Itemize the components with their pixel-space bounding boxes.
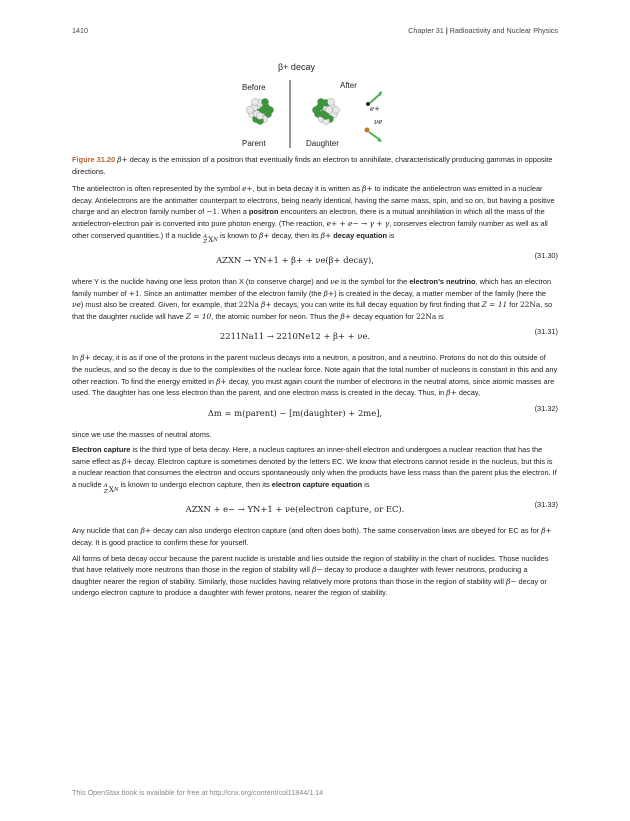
text: decay. Electron capture is sometimes denoted by the letters EC. We know that electrons cannot reside in the nucleus, but this is a nuclear reaction that consumes the electron and occurs spontaneously only when the products have less mass than the parent plus the electron. If a nuclide	[72, 456, 557, 490]
beta-plus-symbol: β+	[140, 526, 152, 536]
text: , the atomic number for neon. Thus the	[211, 311, 339, 321]
beta-plus-symbol: β+	[361, 184, 373, 194]
running-header: Chapter 31 | Radioactivity and Nuclear Physics	[408, 26, 558, 35]
neutron-ball	[266, 106, 273, 113]
paragraph-neutral-atoms: since we use the masses of neutral atoms.	[72, 429, 212, 439]
paragraph-stability	[72, 553, 558, 599]
text: is known to	[219, 230, 257, 240]
parent-nucleus	[246, 98, 273, 124]
beta-plus-symbol: β+	[541, 526, 552, 536]
na22-symbol: 22Na	[238, 300, 259, 310]
text: is	[364, 480, 370, 490]
beta-plus-symbol: β+	[117, 155, 128, 164]
term-positron: positron	[248, 207, 279, 217]
proton-ball	[251, 98, 258, 105]
text: encounters an electron, there is a mutual annihilation in which all the mass of the antielectron-electron pair is converted into pure photon energy. (The reaction,	[72, 207, 545, 228]
term-electrons-neutrino: electron's neutrino	[409, 276, 476, 286]
paragraph-energy	[72, 352, 558, 398]
text: decay, you must again count the number of electrons in the neutral atoms, since atomic masses are used. The daughter has one less electron than the parent, and one electron mass is created in the decay. Thus, in	[72, 376, 555, 398]
equation-31-30	[72, 250, 558, 274]
na22-symbol: 22Na	[519, 300, 541, 310]
nuclide-AZXN: A Z X N	[103, 483, 119, 495]
text: , so that the daughter nuclide will have	[72, 300, 553, 321]
label-before: Before	[242, 83, 266, 92]
text: where Y is the nuclide having one less proton than X (to conserve charge) and	[72, 276, 329, 286]
equation-expression: AZXN + e− → YN+1 + νe(electron capture, or EC).	[185, 504, 405, 515]
nuclide-AZXN: A Z X N	[203, 233, 218, 246]
equation-number: (31.32)	[534, 403, 558, 413]
text: . When a	[217, 207, 247, 217]
equation-number: (31.30)	[534, 250, 558, 260]
text: is the symbol for the	[341, 276, 408, 286]
equation-31-31	[72, 326, 558, 350]
neutron-ball	[322, 112, 329, 119]
beta-plus-symbol: β+	[323, 288, 335, 298]
chapter-number: Chapter 31	[408, 26, 444, 35]
text: , but in beta decay it is written as	[252, 184, 360, 194]
figure-label: Figure 31.20	[72, 155, 116, 164]
positron-arrow	[370, 94, 380, 103]
text: is	[389, 230, 395, 240]
text: decay can also undergo electron capture (and often does both). The same conservation laws are obeyed for EC as for	[153, 526, 540, 536]
beta-minus-symbol: β−	[311, 565, 323, 575]
text: , conserves electron family number as well as all other conserved quantities.) If a nuclide	[72, 218, 548, 240]
beta-plus-symbol: β+	[80, 353, 91, 363]
term-decay-equation: decay equation	[333, 230, 388, 240]
plus-one: +1	[128, 288, 140, 298]
neutrino-arrow	[369, 132, 380, 140]
equation-31-32	[72, 403, 558, 427]
paragraph-conservation	[72, 525, 558, 548]
paragraph-antielectron	[72, 183, 558, 246]
beta-minus-symbol: β−	[505, 576, 517, 586]
text: . Since an antimatter member of the electron family (the	[139, 288, 322, 298]
equation-expression: Δm = m(parent) − [m(daughter) + 2me],	[207, 407, 383, 418]
label-positron: e+	[370, 105, 381, 113]
neutron-ball	[261, 98, 268, 105]
beta-plus-symbol: β+	[259, 230, 270, 240]
term-electron-capture: Electron capture	[72, 445, 131, 455]
text: All forms of beta decay occur because the parent nuclide is unstable and lies outside the region of stability in the chart of nuclides. Those nuclides that have relatively more neutrons than those in the region of stability will	[72, 553, 549, 575]
na22-symbol: 22Na	[415, 311, 437, 321]
term-electron-capture-equation: electron capture equation	[271, 480, 363, 490]
equation-number: (31.33)	[534, 500, 558, 510]
text: decay, then its	[271, 230, 319, 240]
text: Any nuclide that can	[72, 526, 139, 536]
beta-plus-symbol: β+	[446, 388, 457, 398]
proton-ball	[246, 106, 253, 113]
text: decay. It is good practice to confirm these for yourself.	[72, 538, 249, 548]
beta-plus-symbol: β+	[260, 300, 272, 310]
text: decay, it is as if one of the protons in the parent nucleus decays into a neutron, a positron, and a neutrino. Protons do not do this outside of the nucleus, and so the decay is due to the complexities of the nuclear force. Note again that the total number of nucleons is constant in this and any other reaction. To find the energy emitted in	[72, 353, 558, 386]
page-number: 1410	[72, 26, 88, 35]
chapter-title: Radioactivity and Nuclear Physics	[449, 26, 558, 35]
label-after: After	[340, 81, 357, 90]
e-plus-symbol: e+	[242, 184, 253, 194]
caption-text: decay is the emission of a positron that eventually finds an electron to annihilate, characteristically producing gammas in opposite directions.	[72, 155, 553, 176]
paragraph-neutrino	[72, 276, 558, 322]
z-equals-10: Z = 10	[185, 311, 212, 321]
neutrino-ball	[365, 128, 370, 133]
figure-caption	[72, 154, 558, 177]
minus-one: −1	[206, 207, 218, 217]
text: decay or undergo electron capture to produce a daughter with fewer protons, nearer the region of stability.	[72, 576, 547, 598]
beta-plus-symbol: β+	[216, 376, 227, 386]
nu-e-symbol: νe	[330, 276, 340, 286]
text: In	[72, 353, 79, 363]
proton-ball	[256, 112, 263, 119]
text: is known to undergo electron capture, then its	[120, 480, 270, 490]
proton-ball	[327, 98, 334, 105]
text: decay equation for	[353, 311, 414, 321]
page-body	[72, 154, 558, 603]
proton-ball	[332, 106, 339, 113]
equation-expression: AZXN → YN+1 + β+ + νe(β+ decay),	[216, 254, 374, 265]
beta-plus-decay-figure	[230, 60, 400, 150]
label-parent: Parent	[242, 139, 266, 148]
z-equals-11: Z = 11	[481, 300, 508, 310]
text: for	[509, 300, 518, 310]
beta-plus-symbol: β+	[320, 230, 332, 240]
equation-number: (31.31)	[534, 327, 558, 337]
text: to indicate the antielectron was emitted in a nuclear decay. Antielectrons are the antimatter counterpart to electrons, being nearly identical, having the same mass, spin, and so on, but having a positive charge and an electron family number of	[72, 184, 555, 217]
equation-31-33	[72, 499, 558, 523]
text: , which has an electron family number of	[72, 276, 552, 298]
text: is the third type of beta decay. Here, a nucleus captures an inner-shell electron and undergoes a nuclear reaction that has the same effect as	[72, 445, 543, 466]
neutron-ball	[312, 106, 319, 113]
text: The antielectron is often represented by the symbol	[72, 184, 241, 194]
beta-plus-symbol: β+	[122, 456, 133, 466]
neutron-ball	[317, 98, 324, 105]
paragraph-electron-capture	[72, 444, 558, 495]
text: decays, you can write its full decay equation by first finding that	[273, 300, 480, 310]
text: ) is created in the decay, a matter member of the family (here the	[334, 288, 546, 298]
nu-e-symbol: νe	[72, 300, 81, 310]
annihilation-reaction: e+ + e− → γ + γ	[326, 218, 390, 228]
label-daughter: Daughter	[306, 139, 339, 148]
text: ) must also be created. Given, for example, that	[80, 300, 237, 310]
figure-title: β+ decay	[278, 62, 315, 72]
beta-plus-symbol: β+	[340, 311, 352, 321]
text: decay,	[458, 388, 481, 398]
equation-expression: 2211Na11 → 2210Ne12 + β+ + νe.	[219, 331, 371, 342]
label-neutrino: νe	[374, 118, 383, 126]
text: decay to produce a daughter with fewer neutrons, producing a daughter nearer the region of stability. Similarly, those nuclides having relatively more protons than those in the region of stability will	[72, 565, 528, 586]
daughter-nucleus	[312, 98, 339, 124]
text: is	[438, 311, 444, 321]
footer-note: This OpenStax book is available for free at http://cnx.org/content/col11844/1.14	[72, 788, 324, 797]
